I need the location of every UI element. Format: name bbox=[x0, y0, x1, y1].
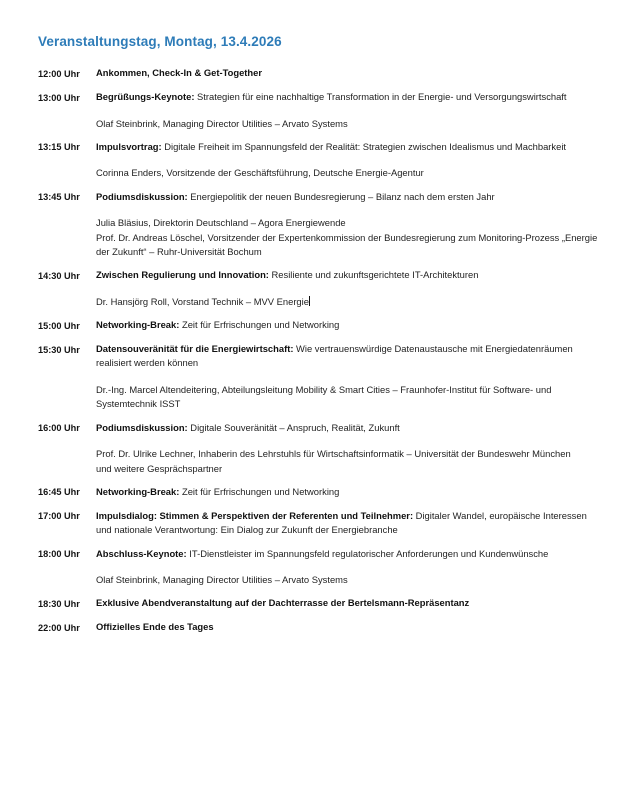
agenda-speaker-line: Dr. Hansjörg Roll, Vorstand Technik – MVV Energie bbox=[96, 295, 309, 307]
agenda-content bbox=[96, 342, 599, 412]
agenda-speaker-line: Julia Bläsius, Direktorin Deutschland – Agora Energiewende bbox=[96, 217, 346, 229]
agenda-row bbox=[38, 318, 599, 333]
agenda-content bbox=[96, 509, 599, 538]
agenda-row bbox=[38, 342, 599, 412]
agenda-row bbox=[38, 509, 599, 538]
agenda-title bbox=[96, 66, 599, 80]
agenda-speaker-line: Olaf Steinbrink, Managing Director Utilities – Arvato Systems bbox=[96, 574, 348, 586]
agenda-title bbox=[96, 547, 599, 561]
agenda-title-rest: Wie vertrauenswürdige Datenaustausche mit Energiedatenräumen realisiert werden können bbox=[96, 343, 573, 369]
agenda-content bbox=[96, 90, 599, 131]
agenda-time: 14:30 Uhr bbox=[38, 270, 80, 281]
agenda-row bbox=[38, 421, 599, 476]
agenda-title-lead: Exklusive Abendveranstaltung auf der Dachterrasse der Bertelsmann-Repräsentanz bbox=[96, 597, 470, 609]
agenda-title bbox=[96, 421, 599, 435]
agenda-speakers bbox=[96, 447, 599, 476]
agenda-title-rest: Digitaler Wandel, europäische Interessen und nationale Verantwortung: Ein Dialog zur Zukunft der Energiebranche bbox=[96, 509, 587, 536]
agenda-title bbox=[96, 90, 599, 104]
agenda-speaker-line: Prof. Dr. Ulrike Lechner, Inhaberin des Lehrstuhls für Wirtschaftsinformatik – Universität der Bundeswehr München bbox=[96, 448, 571, 460]
agenda-title-lead: Ankommen, Check-In & Get-Together bbox=[96, 67, 262, 79]
agenda-time: 18:00 Uhr bbox=[38, 549, 80, 560]
agenda-title-rest: Strategien für eine nachhaltige Transformation in der Energie- und Versorgungswirtschaft bbox=[194, 91, 567, 103]
agenda-row bbox=[38, 66, 599, 81]
agenda-row bbox=[38, 547, 599, 588]
agenda-title-lead: Networking-Break: bbox=[96, 319, 180, 331]
agenda-title bbox=[96, 620, 599, 634]
agenda-time: 12:00 Uhr bbox=[38, 68, 80, 79]
page-title: Veranstaltungstag, Montag, 13.4.2026 bbox=[38, 34, 282, 49]
agenda-list bbox=[38, 66, 599, 635]
agenda-speaker-line: Olaf Steinbrink, Managing Director Utilities – Arvato Systems bbox=[96, 117, 348, 129]
agenda-title bbox=[96, 342, 599, 371]
agenda-row bbox=[38, 140, 599, 181]
agenda-time: 22:00 Uhr bbox=[38, 622, 80, 633]
agenda-title-rest: Digitale Freiheit im Spannungsfeld der Realität: Strategien zwischen Idealismus und Machbarkeit bbox=[161, 140, 567, 152]
agenda-speaker-line: Dr.-Ing. Marcel Altendeitering, Abteilungsleitung Mobility & Smart Cities – Fraunhofer-Institut für Software- und Systemtechnik ISST bbox=[96, 383, 552, 410]
agenda-speakers bbox=[96, 383, 599, 412]
agenda-time: 16:45 Uhr bbox=[38, 487, 80, 498]
agenda-title-lead: Begrüßungs-Keynote: bbox=[96, 91, 195, 103]
agenda-speakers bbox=[96, 216, 599, 259]
agenda-title-lead: Impulsdialog: Stimmen & Perspektiven der Referenten und Teilnehmer: bbox=[96, 509, 414, 521]
agenda-row bbox=[38, 596, 599, 611]
agenda-title bbox=[96, 268, 599, 282]
agenda-title bbox=[96, 509, 599, 538]
agenda-content bbox=[96, 421, 599, 476]
agenda-speakers bbox=[96, 117, 599, 131]
agenda-title bbox=[96, 140, 599, 154]
text-cursor-caret bbox=[309, 296, 310, 306]
agenda-content bbox=[96, 140, 599, 181]
agenda-title-rest: Digitale Souveränität – Anspruch, Realität, Zukunft bbox=[187, 421, 400, 433]
agenda-row bbox=[38, 485, 599, 500]
agenda-speakers bbox=[96, 166, 599, 180]
agenda-content bbox=[96, 190, 599, 260]
agenda-title-lead: Abschluss-Keynote: bbox=[96, 547, 187, 559]
agenda-row bbox=[38, 90, 599, 131]
agenda-title-rest: IT-Dienstleister im Spannungsfeld regulatorischer Anforderungen und Kundenwünsche bbox=[186, 547, 549, 559]
agenda-title-rest: Zeit für Erfrischungen und Networking bbox=[179, 485, 340, 497]
agenda-speaker-line: und weitere Gesprächspartner bbox=[96, 462, 223, 474]
agenda-time: 13:45 Uhr bbox=[38, 192, 80, 203]
agenda-time: 18:30 Uhr bbox=[38, 598, 80, 609]
agenda-speaker-line: Prof. Dr. Andreas Löschel, Vorsitzender der Expertenkommission der Bundesregierung zum Monitoring-Prozess „Energie der Zukunft“ – Ruhr-Universität Bochum bbox=[96, 231, 598, 257]
agenda-speakers bbox=[96, 573, 599, 587]
agenda-content bbox=[96, 547, 599, 588]
agenda-title-lead: Impulsvortrag: bbox=[96, 140, 162, 152]
agenda-row bbox=[38, 268, 599, 309]
agenda-title bbox=[96, 318, 599, 332]
agenda-title-lead: Zwischen Regulierung und Innovation: bbox=[96, 269, 269, 281]
agenda-content bbox=[96, 485, 599, 499]
agenda-title-rest: Resiliente und zukunftsgerichtete IT-Architekturen bbox=[268, 269, 479, 281]
agenda-title bbox=[96, 190, 599, 204]
agenda-title-rest: Energiepolitik der neuen Bundesregierung – Bilanz nach dem ersten Jahr bbox=[187, 190, 495, 202]
agenda-content bbox=[96, 318, 599, 332]
agenda-title-rest: Zeit für Erfrischungen und Networking bbox=[179, 319, 340, 331]
agenda-title-lead: Networking-Break: bbox=[96, 485, 180, 497]
agenda-time: 13:15 Uhr bbox=[38, 142, 80, 153]
agenda-time: 15:00 Uhr bbox=[38, 320, 80, 331]
agenda-time: 15:30 Uhr bbox=[38, 344, 80, 355]
agenda-content bbox=[96, 596, 599, 610]
agenda-title-lead: Datensouveränität für die Energiewirtschaft: bbox=[96, 343, 294, 355]
agenda-time: 17:00 Uhr bbox=[38, 511, 80, 522]
agenda-title bbox=[96, 596, 599, 610]
agenda-content bbox=[96, 66, 599, 80]
agenda-title-lead: Offizielles Ende des Tages bbox=[96, 621, 214, 633]
agenda-content bbox=[96, 268, 599, 309]
agenda-title-lead: Podiumsdiskussion: bbox=[96, 421, 188, 433]
agenda-content bbox=[96, 620, 599, 634]
agenda-time: 13:00 Uhr bbox=[38, 92, 80, 103]
agenda-speakers bbox=[96, 295, 599, 309]
agenda-title-lead: Podiumsdiskussion: bbox=[96, 190, 188, 202]
agenda-speaker-line: Corinna Enders, Vorsitzende der Geschäftsführung, Deutsche Energie-Agentur bbox=[96, 167, 424, 179]
agenda-row bbox=[38, 190, 599, 260]
agenda-time: 16:00 Uhr bbox=[38, 423, 80, 434]
agenda-title bbox=[96, 485, 599, 499]
agenda-row bbox=[38, 620, 599, 635]
